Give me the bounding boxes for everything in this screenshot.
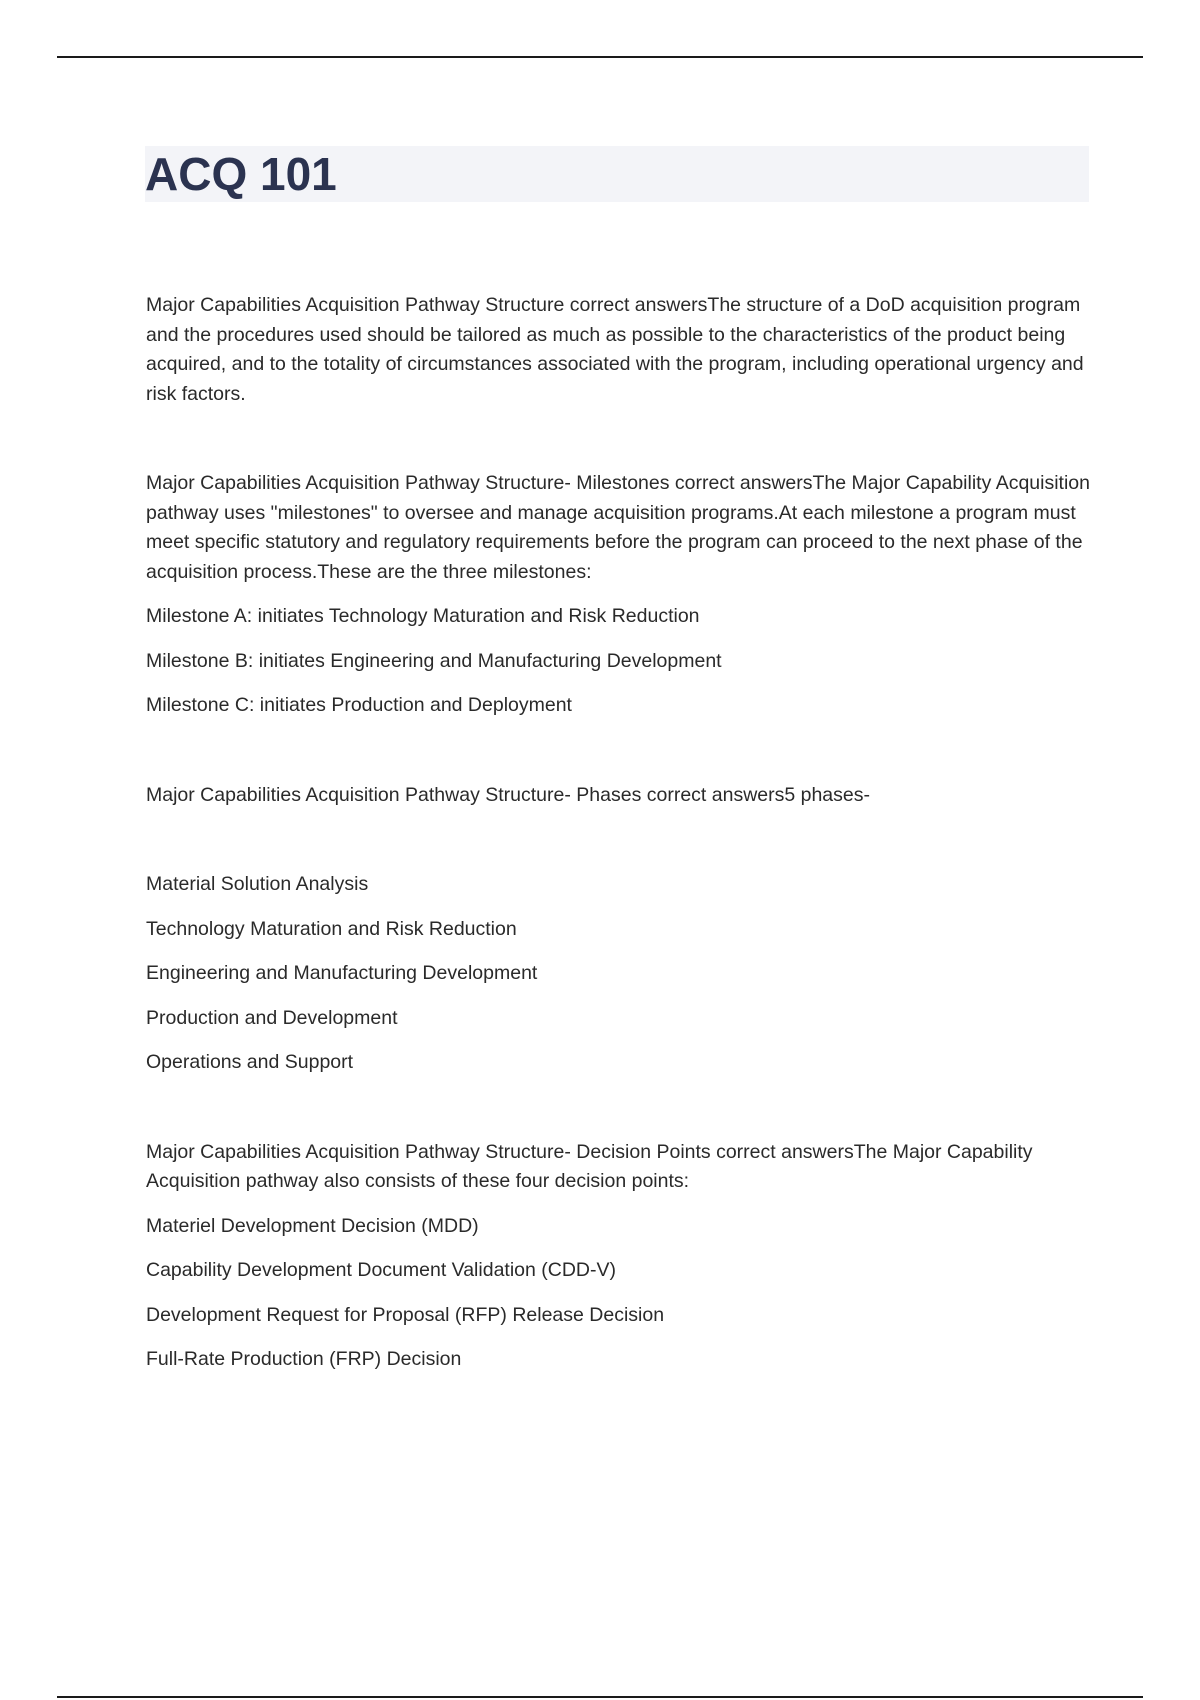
section-decision-points bbox=[146, 1138, 1090, 1375]
top-divider bbox=[57, 56, 1143, 58]
document-title: ACQ 101 bbox=[145, 148, 337, 200]
list-item: Operations and Support bbox=[146, 1051, 354, 1073]
bottom-divider bbox=[57, 1696, 1143, 1698]
list-item: Materiel Development Decision (MDD) bbox=[146, 1214, 479, 1237]
list-item: Development Request for Proposal (RFP) Release Decision bbox=[146, 1303, 665, 1326]
list-item: Engineering and Manufacturing Development bbox=[146, 962, 538, 984]
document-body bbox=[146, 291, 1090, 1375]
list-item: Milestone C: initiates Production and Deployment bbox=[146, 694, 572, 716]
list-item: Full-Rate Production (FRP) Decision bbox=[146, 1348, 462, 1370]
section-paragraph: Major Capabilities Acquisition Pathway Structure correct answersThe structure of a DoD acquisition program and the procedures used should be tailored as much as possible to the characteristics of the product being acquired, and to the totality of circumstances associated with the program, including operational urgency and risk factors. bbox=[146, 294, 1084, 405]
list-item: Technology Maturation and Risk Reduction bbox=[146, 917, 517, 940]
list-item: Material Solution Analysis bbox=[146, 873, 369, 895]
section-paragraph: Major Capabilities Acquisition Pathway Structure- Phases correct answers5 phases- bbox=[146, 783, 870, 806]
section-paragraph: Major Capabilities Acquisition Pathway Structure- Decision Points correct answersThe Major Capability Acquisition pathway also consists of these four decision points: bbox=[146, 1140, 1033, 1192]
list-item: Milestone A: initiates Technology Maturation and Risk Reduction bbox=[146, 605, 700, 627]
list-item: Capability Development Document Validation (CDD-V) bbox=[146, 1259, 616, 1281]
section-structure bbox=[146, 291, 1090, 409]
section-paragraph: Major Capabilities Acquisition Pathway Structure- Milestones correct answersThe Major Capability Acquisition pathway uses "milestones" to oversee and manage acquisition programs.At each milestone a program must meet specific statutory and regulatory requirements before the program can proceed to the next phase of the acquisition process.These are the three milestones: bbox=[146, 472, 1090, 583]
list-item: Production and Development bbox=[146, 1006, 398, 1029]
list-item: Milestone B: initiates Engineering and Manufacturing Development bbox=[146, 649, 722, 672]
section-phases bbox=[146, 781, 1090, 1078]
section-milestones bbox=[146, 469, 1090, 721]
